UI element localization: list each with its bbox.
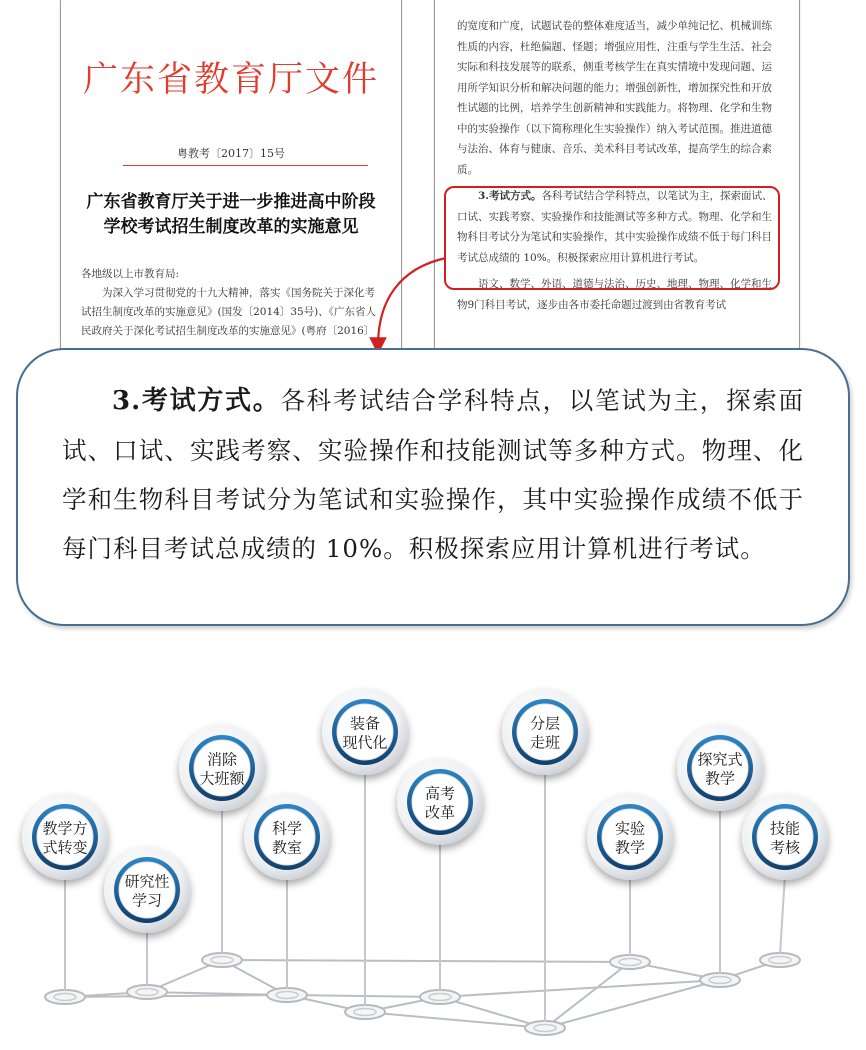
network-node-label: 教学 xyxy=(704,769,736,788)
network-base-marker xyxy=(525,1021,565,1035)
network-node-label: 大班额 xyxy=(199,769,245,788)
network-node xyxy=(397,759,483,845)
network-node-label: 高考 xyxy=(424,784,456,803)
network-node-label: 装备 xyxy=(349,714,381,733)
header-red-rule xyxy=(123,165,368,166)
network-node xyxy=(22,794,108,880)
callout-arrow xyxy=(360,250,460,360)
network-node xyxy=(587,794,673,880)
network-node xyxy=(742,794,828,880)
network-node-label: 探究式 xyxy=(697,750,743,769)
zoomed-excerpt xyxy=(16,348,850,626)
body-line: 试招生制度改革的实施意见》(国发〔2014〕35号)、《广东省人 xyxy=(81,306,377,318)
network-node-label: 考核 xyxy=(769,838,801,857)
document-body xyxy=(81,265,391,341)
network-node-label: 教室 xyxy=(271,838,303,857)
document-title-line: 学校考试招生制度改革的实施意见 xyxy=(103,217,359,237)
network-node-label: 科学 xyxy=(271,819,303,838)
network-node-label: 学习 xyxy=(131,891,163,910)
network-base-marker xyxy=(267,988,307,1002)
network-node-label: 技能 xyxy=(769,819,801,838)
network-stem xyxy=(780,875,785,954)
item-3-text: 各科考试结合学科特点，以笔试为主，探索面试、口试、实践考察、实验操作和技能测试等多种方式。物理、化学和生物科目考试分为笔试和实验操作，其中实验操作成绩不低于每门科目考试总成绩的 10%。积极探索应用计算机进行考试。 xyxy=(457,190,773,264)
network-link xyxy=(287,995,440,997)
document-title-line: 广东省教育厅关于进一步推进高中阶段 xyxy=(86,192,376,212)
document-title xyxy=(61,190,401,240)
network-base-marker xyxy=(610,955,650,969)
network-node-label: 分层 xyxy=(529,714,561,733)
paragraph: 的宽度和广度，试题试卷的整体难度适当，减少单纯记忆、机械训练性质的内容，杜绝偏题、怪题；增强应用性，注重与学生生活、社会实际和科技发展等的联系，侧重考核学生在真实情境中发现问题、运用所学知识分析和解决问题的能力；增强创新性，增加探究性和开放性试题的比例，培养学生创新精神和实践能力。将物理、化学和生物中的实验操作（以下简称理化生实验操作）纳入考试范围。推进道德与法治、体育与健康、音乐、美术科目考试改革，提高学生的综合素质。 xyxy=(457,20,772,176)
network-node-label: 实验 xyxy=(614,819,646,838)
network-node xyxy=(322,689,408,775)
body-line: 民政府关于深化考试招生制度改革的实施意见》(粤府〔2016〕 xyxy=(81,325,375,337)
network-base-marker xyxy=(202,953,242,967)
document-header: 广东省教育厅文件 xyxy=(82,60,379,100)
salutation: 各地级以上市教育局: xyxy=(81,268,180,280)
network-link xyxy=(545,962,630,1028)
network-node xyxy=(502,689,588,775)
network-link xyxy=(545,980,720,1028)
network-node-label: 教学 xyxy=(614,838,646,857)
network-base-marker xyxy=(45,990,85,1004)
network-node-label: 教学方 xyxy=(42,819,88,838)
paragraph: 语文、数学、外语、道德与法治、历史、地理、物理、化学和生物9门科目考试，逐步由各市委托命题过渡到由省教育考试 xyxy=(457,278,772,311)
network-base-marker xyxy=(127,985,167,999)
network-base-marker xyxy=(345,1005,385,1019)
network-node xyxy=(244,794,330,880)
network-base-marker xyxy=(700,973,740,987)
network-node xyxy=(179,725,265,811)
zoomed-paragraph xyxy=(62,376,804,573)
document-cover-page xyxy=(60,0,402,353)
network-node-label: 现代化 xyxy=(342,733,388,752)
network-link xyxy=(147,992,287,995)
network-link xyxy=(440,980,720,997)
zoomed-text: 各科考试结合学科特点，以笔试为主，探索面试、口试、实践考察、实验操作和技能测试等多种方式。物理、化学和生物科目考试分为笔试和实验操作，其中实验操作成绩不低于每门科目考试总成绩的 10%。积极探索应用计算机进行考试。 xyxy=(62,386,804,563)
network-node xyxy=(677,725,763,811)
network-node-label: 走班 xyxy=(529,733,561,752)
network-node xyxy=(104,847,190,933)
body-line: 为深入学习贯彻党的十九大精神，落实《国务院关于深化考 xyxy=(102,287,375,299)
document-number: 粤教考〔2017〕15号 xyxy=(177,147,285,160)
highlight-box xyxy=(444,186,780,290)
reform-network-diagram xyxy=(0,640,866,1050)
zoomed-heading: 3.考试方式。 xyxy=(112,386,281,416)
network-node-label: 式转变 xyxy=(42,838,88,857)
network-node-label: 研究性 xyxy=(124,872,170,891)
network-link xyxy=(222,960,630,962)
document-inner-page xyxy=(434,0,800,353)
network-base-marker xyxy=(760,953,800,967)
item-3-heading: 3.考试方式。 xyxy=(478,190,542,202)
network-node-label: 消除 xyxy=(206,750,238,769)
network-base-marker xyxy=(420,990,460,1004)
network-node-label: 改革 xyxy=(424,803,456,822)
